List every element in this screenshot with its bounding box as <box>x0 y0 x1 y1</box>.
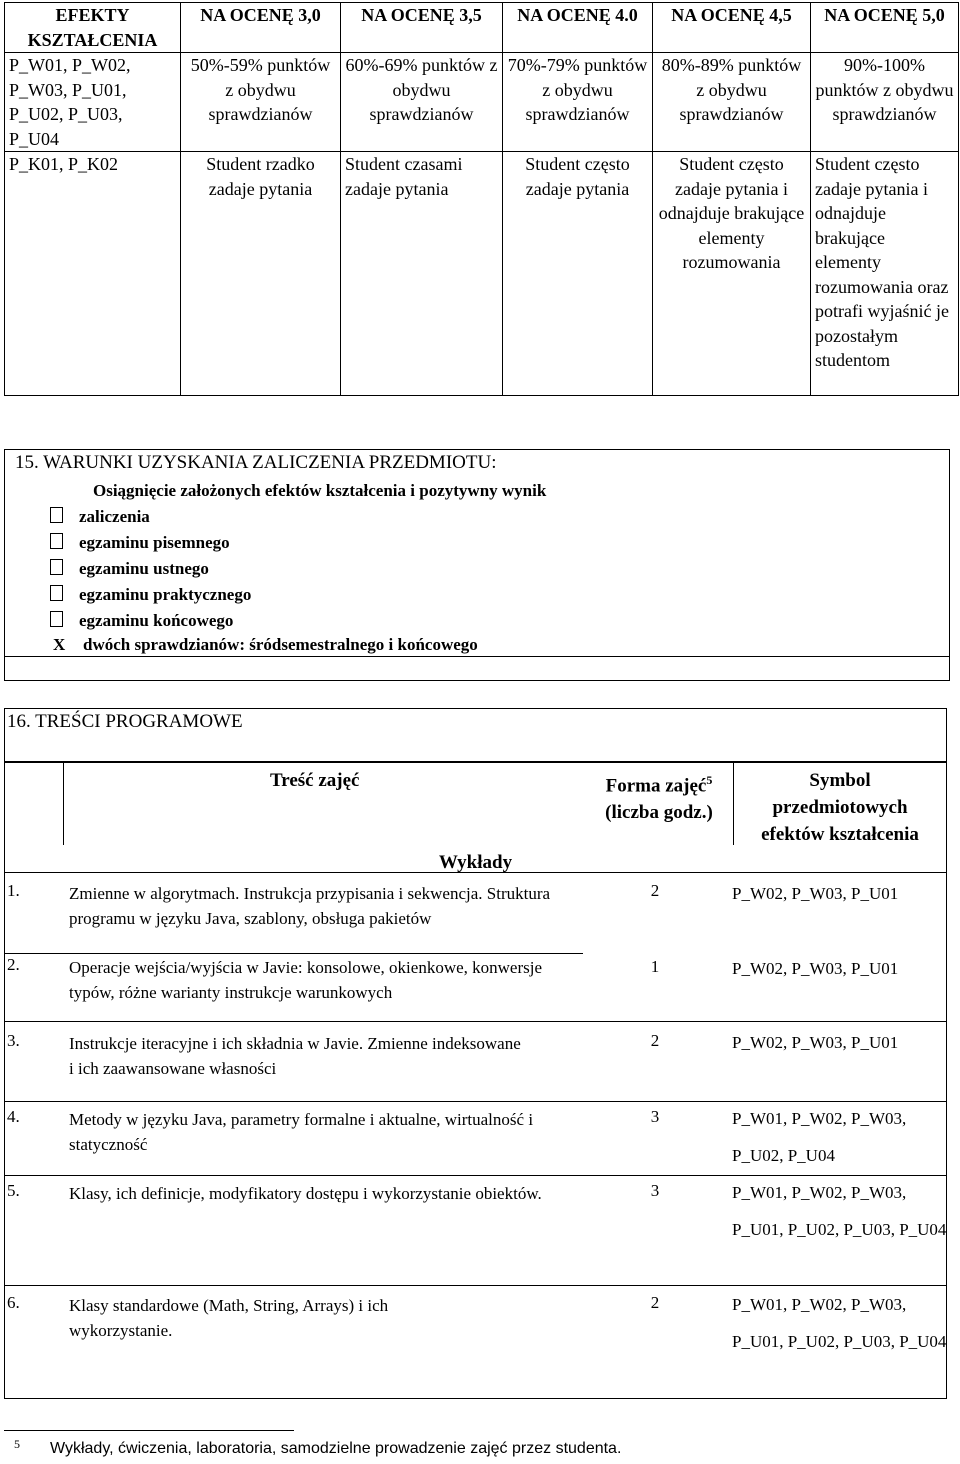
topic-number: 2. <box>7 955 20 974</box>
divider <box>5 656 949 657</box>
table-cell: Student rzadko zadaje pytania <box>181 152 341 396</box>
checkbox-icon <box>50 533 63 549</box>
table-cell: 80%-89% punktów z obydwu sprawdzianów <box>653 53 811 152</box>
topic-symbols: P_W01, P_W02, P_W03, P_U01, P_U02, P_U03, P_U04 <box>732 1183 947 1239</box>
option-zaliczenia: zaliczenia <box>50 507 150 527</box>
col-header-form: Forma zajęć$^5$ (liczba godz.) <box>605 773 713 824</box>
table-cell: Student czasami zadaje pytania <box>341 152 503 396</box>
footnote-separator <box>4 1430 294 1431</box>
table-row <box>5 53 959 152</box>
topic-text: Operacje wejścia/wyjścia w Javie: konsolowe, okienkowe, konwersje typów, różne warianty instrukcje warunkowych <box>69 958 543 1002</box>
col-header-symbol: Symbol przedmiotowych efektów kształcenia <box>761 770 919 845</box>
grading-header-row <box>5 3 959 53</box>
section-16-header <box>4 708 947 762</box>
table-cell: P_K01, P_K02 <box>5 152 181 396</box>
divider <box>5 953 583 954</box>
checked-mark-icon: X <box>53 635 66 654</box>
table-cell: 70%-79% punktów z obydwu sprawdzianów <box>503 53 653 152</box>
table-cell: Student często zadaje pytania i odnajduje brakujące elementy rozumowania oraz potrafi wyjaśnić je pozostałym studentom <box>811 152 959 396</box>
section-15-intro: Osiągnięcie założonych efektów kształcenia i pozytywny wynik <box>93 481 547 500</box>
table-cell: P_W01, P_W02, P_W03, P_U01, P_U02, P_U03, P_U04 <box>5 53 181 152</box>
divider <box>5 1021 946 1022</box>
topic-hours: 2 <box>650 1031 660 1050</box>
grading-table <box>4 2 959 396</box>
topic-number: 5. <box>7 1181 20 1200</box>
checkbox-icon <box>50 585 63 601</box>
header-grade-3-5: NA OCENĘ 3,5 <box>341 3 503 53</box>
header-grade-5-0: NA OCENĘ 5,0 <box>811 3 959 53</box>
topic-hours: 1 <box>650 957 660 976</box>
header-grade-4-5: NA OCENĘ 4,5 <box>653 3 811 53</box>
option-dwa-sprawdziany: X dwóch sprawdzianów: śródsemestralnego i końcowego <box>53 635 478 654</box>
topic-symbols: P_W02, P_W03, P_U01 <box>732 959 899 978</box>
divider <box>733 763 734 845</box>
header-grade-4-0: NA OCENĘ 4.0 <box>503 3 653 53</box>
table-cell: Student często zadaje pytania <box>503 152 653 396</box>
topic-hours: 3 <box>650 1181 660 1200</box>
option-egzamin-praktyczny: egzaminu praktycznego <box>50 585 251 605</box>
table-cell: 60%-69% punktów z obydwu sprawdzianów <box>341 53 503 152</box>
topic-hours: 3 <box>650 1107 660 1126</box>
checkbox-icon <box>50 559 63 575</box>
header-grade-3-0: NA OCENĘ 3,0 <box>181 3 341 53</box>
topic-text: Klasy standardowe (Math, String, Arrays) i ich wykorzystanie. <box>69 1296 389 1340</box>
topic-symbols: P_W02, P_W03, P_U01 <box>732 1033 899 1052</box>
section-15-box <box>4 449 950 681</box>
topic-text: Instrukcje iteracyjne i ich składnia w Javie. Zmienne indeksowane i ich zaawansowane własności <box>69 1034 521 1078</box>
table-cell: 50%-59% punktów z obydwu sprawdzianów <box>181 53 341 152</box>
topic-number: 1. <box>7 881 20 900</box>
topic-text: Zmienne w algorytmach. Instrukcja przypisania i sekwencja. Struktura programu w języku Java, szablony, obsługa pakietów <box>69 884 551 928</box>
header-efekty: EFEKTY KSZTAŁCENIA <box>5 3 181 53</box>
topic-symbols: P_W01, P_W02, P_W03, P_U02, P_U04 <box>732 1109 907 1165</box>
table-cell: 90%-100% punktów z obydwu sprawdzianów <box>811 53 959 152</box>
topic-text: Klasy, ich definicje, modyfikatory dostępu i wykorzystanie obiektów. <box>69 1184 542 1203</box>
section-16-title: 16. TREŚCI PROGRAMOWE <box>7 711 243 732</box>
topic-number: 3. <box>7 1031 20 1050</box>
checkbox-icon <box>50 611 63 627</box>
section-15-title: 15. WARUNKI UZYSKANIA ZALICZENIA PRZEDMIOTU: <box>15 452 497 473</box>
checkbox-icon <box>50 507 63 523</box>
option-egzamin-pisemny: egzaminu pisemnego <box>50 533 230 553</box>
topic-number: 6. <box>7 1293 20 1312</box>
footnote-text: Wykłady, ćwiczenia, laboratoria, samodzielne prowadzenie zajęć przez studenta. <box>50 1440 622 1457</box>
option-egzamin-ustny: egzaminu ustnego <box>50 559 209 579</box>
topic-hours: 2 <box>650 881 660 900</box>
table-cell: Student często zadaje pytania i odnajduje brakujące elementy rozumowania <box>653 152 811 396</box>
topic-symbols: P_W02, P_W03, P_U01 <box>732 884 899 903</box>
group-label-wyklady: Wykłady <box>438 852 513 873</box>
divider <box>5 872 946 873</box>
topic-symbols: P_W01, P_W02, P_W03, P_U01, P_U02, P_U03, P_U04 <box>732 1295 947 1351</box>
topic-text: Metody w języku Java, parametry formalne i aktualne, wirtualność i statyczność <box>69 1110 534 1154</box>
divider <box>63 763 64 845</box>
table-row <box>5 152 959 396</box>
footnote-number: 5 <box>14 1437 20 1451</box>
topic-hours: 2 <box>650 1293 660 1312</box>
topic-number: 4. <box>7 1107 20 1126</box>
option-egzamin-koncowy: egzaminu końcowego <box>50 611 233 631</box>
col-header-content: Treść zajęć <box>270 770 360 791</box>
program-content-table <box>4 762 947 1399</box>
